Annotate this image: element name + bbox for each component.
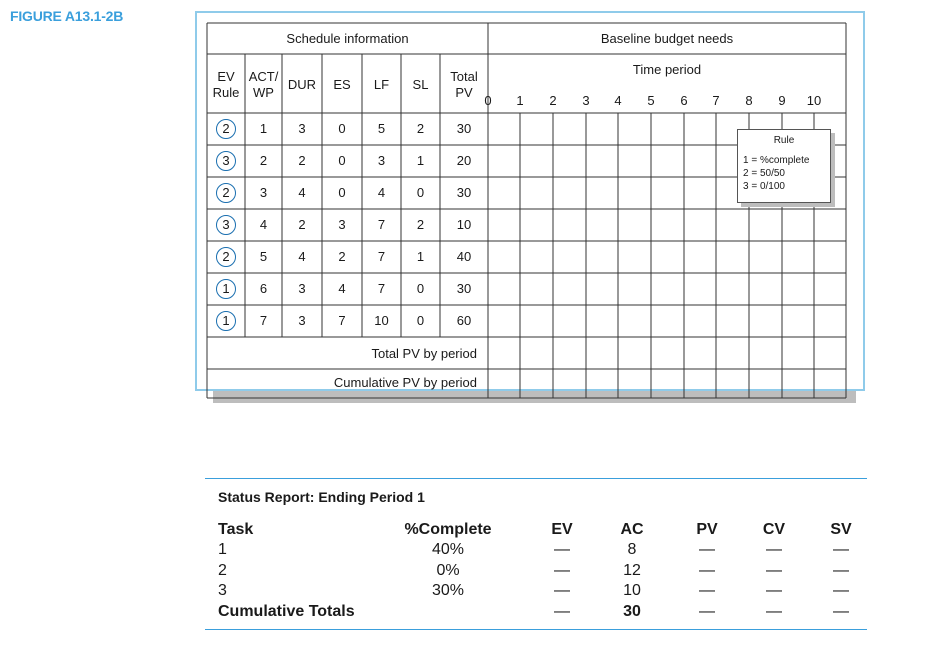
cell-lf: 7 — [377, 249, 386, 264]
col-dur: DUR — [287, 77, 317, 92]
status-cell-complete: 0% — [436, 561, 460, 579]
col-act-line1: ACT/ — [248, 69, 279, 84]
status-cell-pv: — — [699, 561, 715, 579]
cell-sl: 0 — [416, 313, 425, 328]
col-sl: SL — [412, 77, 429, 92]
status-header-ev: EV — [551, 521, 573, 538]
status-header-task: Task — [218, 521, 254, 538]
cell-es: 4 — [338, 281, 346, 296]
col-pv-line1: Total — [450, 69, 478, 84]
rule-legend-line-3: 3 = 0/100 — [743, 181, 785, 192]
col-lf: LF — [373, 77, 390, 92]
period-label: 5 — [647, 93, 655, 108]
rule-legend-title: Rule — [773, 135, 795, 146]
status-cell-ac: 12 — [623, 561, 641, 579]
cell-sl: 2 — [416, 121, 425, 136]
cell-pv: 20 — [456, 153, 472, 168]
cell-pv: 40 — [456, 249, 472, 264]
totals-pv: — — [699, 603, 715, 620]
period-label: 10 — [806, 93, 822, 108]
cell-es: 7 — [338, 313, 346, 328]
baseline-budget-header: Baseline budget needs — [600, 31, 734, 46]
ev-rule-badge: 3 — [216, 215, 236, 235]
col-pv-line2: PV — [455, 85, 473, 100]
cell-dur: 2 — [298, 217, 306, 232]
period-label: 7 — [712, 93, 720, 108]
status-cell-complete: 40% — [431, 541, 465, 558]
status-report-title: Status Report: Ending Period 1 — [218, 489, 425, 505]
status-cell-task: 2 — [218, 561, 227, 579]
total-pv-label: Total PV by period — [371, 346, 477, 361]
status-bottom-rule — [205, 629, 867, 630]
cell-sl: 1 — [416, 249, 425, 264]
cell-lf: 5 — [377, 121, 386, 136]
totals-sv: — — [833, 603, 849, 620]
status-header-cv: CV — [762, 521, 786, 538]
status-cell-sv: — — [833, 561, 849, 579]
cell-lf: 7 — [377, 281, 386, 296]
period-label: 1 — [516, 93, 524, 108]
cell-sl: 0 — [416, 281, 425, 296]
period-label: 9 — [778, 93, 786, 108]
col-act-line2: WP — [253, 85, 274, 100]
status-cell-ac: 10 — [623, 582, 641, 599]
cell-sl: 0 — [416, 185, 425, 200]
cell-sl: 1 — [416, 153, 425, 168]
cell-pv: 60 — [456, 313, 472, 328]
cell-es: 0 — [338, 185, 346, 200]
status-cell-ev: — — [554, 582, 570, 599]
ev-rule-badge: 1 — [216, 311, 236, 331]
cell-act: 5 — [259, 249, 268, 264]
status-cell-cv: — — [766, 541, 782, 558]
period-label: 4 — [614, 93, 622, 108]
cell-dur: 3 — [298, 281, 306, 296]
schedule-info-header: Schedule information — [286, 31, 409, 46]
ev-rule-badge: 3 — [216, 151, 236, 171]
status-cell-cv: — — [766, 561, 782, 579]
rule-legend-line-1: 1 = %complete — [743, 155, 810, 166]
cell-dur: 4 — [298, 249, 306, 264]
status-cell-ev: — — [554, 541, 570, 558]
cell-act: 7 — [259, 313, 268, 328]
totals-cv: — — [766, 603, 782, 620]
cell-es: 0 — [338, 121, 346, 136]
totals-ac: 30 — [623, 603, 641, 620]
figure-label: FIGURE A13.1-2B — [10, 8, 124, 24]
col-ev-rule-line1: EV — [217, 69, 235, 84]
period-label: 6 — [680, 93, 688, 108]
cell-pv: 30 — [456, 121, 472, 136]
cell-es: 3 — [338, 217, 346, 232]
col-ev-rule-line2: Rule — [212, 85, 240, 100]
cell-dur: 3 — [298, 313, 306, 328]
cell-lf: 10 — [374, 313, 389, 328]
status-header-ac: AC — [620, 521, 644, 538]
totals-label: Cumulative Totals — [218, 603, 355, 620]
rule-legend — [737, 129, 831, 203]
status-top-rule — [205, 478, 867, 479]
status-header-pv: PV — [696, 521, 718, 538]
status-cell-cv: — — [766, 582, 782, 599]
totals-ev: — — [554, 603, 570, 620]
cell-act: 1 — [259, 121, 268, 136]
cell-dur: 3 — [298, 121, 306, 136]
cell-es: 2 — [338, 249, 346, 264]
status-cell-pv: — — [699, 541, 715, 558]
cell-lf: 3 — [377, 153, 386, 168]
cell-pv: 10 — [456, 217, 472, 232]
ev-rule-badge: 2 — [216, 247, 236, 267]
status-cell-ac: 8 — [627, 541, 637, 558]
cell-dur: 2 — [298, 153, 306, 168]
period-label: 8 — [745, 93, 753, 108]
col-es: ES — [333, 77, 351, 92]
status-header-sv: SV — [830, 521, 852, 538]
cumulative-pv-label: Cumulative PV by period — [333, 375, 477, 390]
period-label: 3 — [582, 93, 590, 108]
cell-pv: 30 — [456, 281, 472, 296]
cell-sl: 2 — [416, 217, 425, 232]
ev-rule-badge: 2 — [216, 119, 236, 139]
status-cell-sv: — — [833, 541, 849, 558]
cell-act: 2 — [259, 153, 268, 168]
status-cell-sv: — — [833, 582, 849, 599]
ev-rule-badge: 2 — [216, 183, 236, 203]
status-cell-complete: 30% — [431, 582, 465, 599]
period-label: 2 — [549, 93, 557, 108]
status-cell-task: 1 — [218, 541, 227, 558]
ev-rule-badge: 1 — [216, 279, 236, 299]
cell-es: 0 — [338, 153, 346, 168]
cell-lf: 7 — [377, 217, 386, 232]
time-period-label: Time period — [632, 62, 702, 77]
status-cell-pv: — — [699, 582, 715, 599]
rule-legend-line-2: 2 = 50/50 — [743, 168, 785, 179]
cell-act: 4 — [259, 217, 268, 232]
status-cell-ev: — — [554, 561, 570, 579]
period-label: 0 — [484, 93, 492, 108]
cell-lf: 4 — [377, 185, 386, 200]
cell-pv: 30 — [456, 185, 472, 200]
status-header-complete: %Complete — [404, 521, 492, 538]
status-cell-task: 3 — [218, 582, 227, 599]
col-ev-rule — [207, 69, 245, 101]
cell-act: 3 — [259, 185, 268, 200]
col-act-wp — [245, 69, 282, 101]
cell-dur: 4 — [298, 185, 306, 200]
cell-act: 6 — [259, 281, 268, 296]
